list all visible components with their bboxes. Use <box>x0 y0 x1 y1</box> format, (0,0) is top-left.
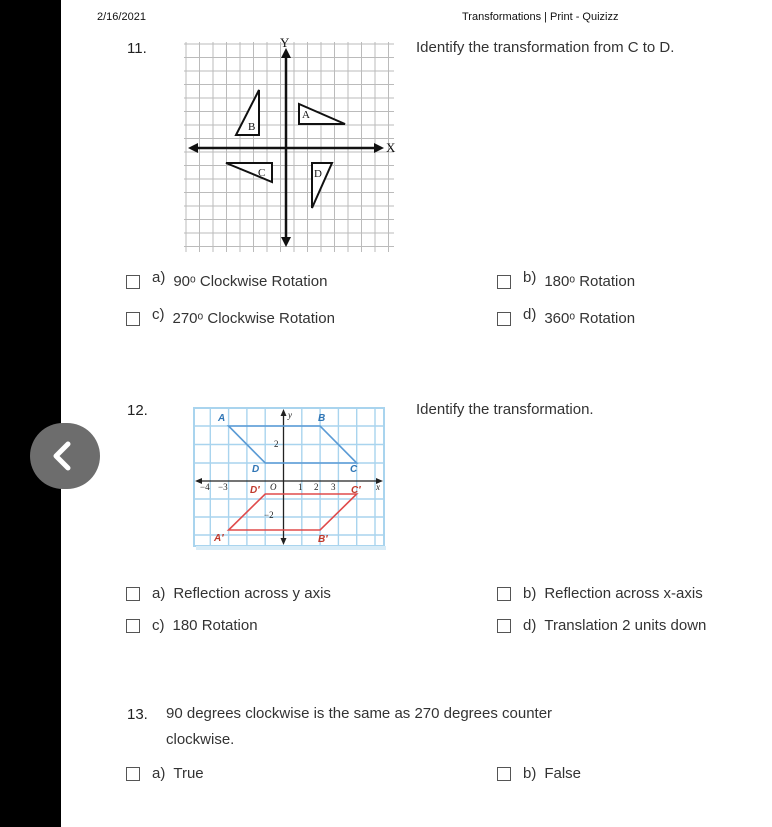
option-text: Reflection across x-axis <box>544 585 703 602</box>
point-label-c-prime: C′ <box>351 485 361 496</box>
x-axis-label: X <box>386 140 396 155</box>
tick-label-neg4: −4 <box>200 482 210 492</box>
option-letter: a) <box>152 765 166 782</box>
checkbox[interactable] <box>126 619 140 633</box>
chevron-left-icon <box>50 441 74 471</box>
option-letter: d) <box>523 617 537 634</box>
option-11-b[interactable] <box>497 269 636 290</box>
checkbox[interactable] <box>126 312 140 326</box>
option-12-a[interactable] <box>126 585 331 602</box>
option-12-b[interactable] <box>497 585 703 602</box>
graph-shadow <box>196 546 386 550</box>
checkbox[interactable] <box>497 275 511 289</box>
option-letter: c) <box>152 306 165 323</box>
point-label-d-prime: D′ <box>250 485 260 496</box>
option-text: 360ᵒ Rotation <box>544 310 636 327</box>
option-text: 90ᵒ Clockwise Rotation <box>173 273 328 290</box>
option-11-a[interactable] <box>126 269 328 290</box>
option-11-d[interactable] <box>497 306 636 327</box>
question-text-12: Identify the transformation. <box>416 401 594 418</box>
tick-label-yneg2: −2 <box>264 510 274 520</box>
option-text: 180ᵒ Rotation <box>544 273 636 290</box>
question-number-13: 13. <box>127 706 148 723</box>
option-text: 270ᵒ Clockwise Rotation <box>172 310 335 327</box>
tick-label-2: 2 <box>314 482 319 492</box>
option-13-a[interactable] <box>126 765 204 782</box>
point-label-b-prime: B′ <box>318 534 328 545</box>
option-letter: b) <box>523 765 537 782</box>
question-number-12: 12. <box>127 402 148 419</box>
option-letter: a) <box>152 269 166 286</box>
point-label-d: D <box>252 464 260 475</box>
tick-label-3: 3 <box>331 482 336 492</box>
triangle-c-label: C <box>258 167 266 179</box>
question-text-11: Identify the transformation from C to D. <box>416 39 675 56</box>
point-label-c: C <box>350 464 358 475</box>
point-label-b: B <box>318 413 326 424</box>
x-axis-label: x <box>376 482 380 492</box>
question-number-11: 11. <box>127 40 147 57</box>
y-axis-label: Y <box>280 35 290 50</box>
point-label-a-prime: A′ <box>214 533 224 544</box>
left-black-bar <box>0 0 61 827</box>
checkbox[interactable] <box>497 587 511 601</box>
checkbox[interactable] <box>497 312 511 326</box>
back-button[interactable] <box>30 423 100 489</box>
checkbox[interactable] <box>126 767 140 781</box>
option-text: True <box>173 765 204 782</box>
option-letter: b) <box>523 585 537 602</box>
option-13-b[interactable] <box>497 765 581 782</box>
graph-q11 <box>182 34 400 254</box>
y-axis-arrow-down <box>281 237 291 247</box>
option-letter: d) <box>523 306 537 323</box>
y-axis-label: y <box>288 410 292 420</box>
option-12-d[interactable] <box>497 617 706 634</box>
question-text-13 <box>166 701 552 753</box>
checkbox[interactable] <box>497 619 511 633</box>
checkbox[interactable] <box>497 767 511 781</box>
question-text-13-line1: 90 degrees clockwise is the same as 270 degrees counter <box>166 705 553 722</box>
tick-label-1: 1 <box>298 482 303 492</box>
tick-label-neg3: −3 <box>218 482 228 492</box>
option-text: Reflection across y axis <box>173 585 331 602</box>
option-text: Translation 2 units down <box>544 617 707 634</box>
option-12-c[interactable] <box>126 617 258 634</box>
print-date: 2/16/2021 <box>97 11 146 23</box>
option-letter: c) <box>152 617 165 634</box>
origin-label: O <box>270 482 277 492</box>
option-letter: b) <box>523 269 537 286</box>
question-text-13-line2: clockwise. <box>166 731 235 748</box>
triangle-a-label: A <box>302 109 310 121</box>
checkbox[interactable] <box>126 587 140 601</box>
checkbox[interactable] <box>126 275 140 289</box>
option-11-c[interactable] <box>126 306 335 327</box>
point-label-a: A <box>218 413 226 424</box>
tick-label-y2: 2 <box>274 439 279 449</box>
option-text: 180 Rotation <box>172 617 258 634</box>
option-text: False <box>544 765 582 782</box>
triangle-b-label: B <box>248 121 256 133</box>
triangle-d-label: D <box>314 168 322 180</box>
graph-q12 <box>192 406 388 552</box>
document-title: Transformations | Print - Quizizz <box>462 11 619 23</box>
graph-frame <box>194 408 384 546</box>
option-letter: a) <box>152 585 166 602</box>
